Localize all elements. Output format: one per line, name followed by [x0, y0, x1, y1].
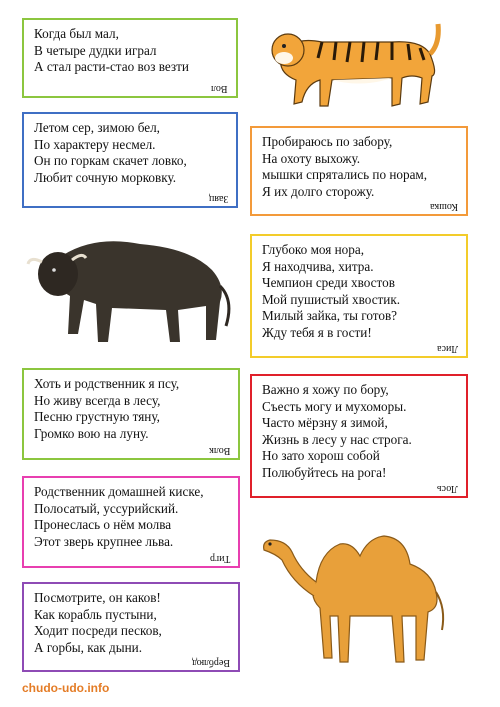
riddle-line: Родственник домашней киске, — [34, 484, 204, 499]
riddle-line: А стал расти-стао воз везти — [34, 59, 189, 74]
riddle-line: Я их долго сторожу. — [262, 183, 375, 199]
riddle-card-elk — [250, 374, 468, 498]
riddle-card-cat — [250, 126, 468, 216]
riddle-line: Но живу всегда в лесу, — [34, 392, 161, 408]
riddle-line: Хоть и родственник я псу, — [34, 376, 180, 391]
riddle-line: Часто мёрзну я зимой, — [262, 415, 388, 430]
riddle-line: Важно я хожу по бору, — [262, 382, 389, 397]
riddle-line: В четыре дудки играл — [34, 42, 157, 58]
riddle-line: Полосатый, уссурийский. — [34, 500, 179, 516]
riddle-answer: Заяц — [208, 193, 228, 204]
riddle-card-tiger — [22, 476, 240, 568]
riddle-answer: Вол — [211, 83, 228, 94]
riddle-line: Жизнь в лесу у нас строга. — [262, 431, 412, 447]
riddle-line: Посмотрите, он каков! — [34, 590, 161, 605]
riddle-line: Он по горкам скачет ловко, — [34, 153, 187, 168]
riddle-line: Этот зверь крупнее льва. — [34, 533, 174, 549]
riddle-line: Когда был мал, — [34, 26, 119, 41]
riddle-line: Песню грустную тяну, — [34, 409, 160, 424]
riddle-line: Пронеслась о нём молва — [34, 517, 172, 532]
riddle-line: Но зато хорош собой — [262, 448, 380, 463]
riddle-card-ox — [22, 18, 238, 98]
riddle-answer: Лиса — [436, 343, 458, 354]
riddle-line: Мой пушистый хвостик. — [262, 291, 401, 307]
camel-illustration — [256, 512, 456, 670]
riddle-line: Съесть могу и мухоморы. — [262, 398, 407, 414]
bison-illustration — [20, 230, 232, 350]
riddle-line: По характеру несмел. — [34, 136, 156, 152]
riddle-answer: Лось — [437, 483, 458, 494]
tiger-illustration — [262, 14, 442, 114]
site-watermark: chudo-udo.info — [22, 681, 110, 695]
riddle-line: Как корабль пустыни, — [34, 606, 157, 622]
riddle-line: Любит сочную морковку. — [34, 169, 177, 185]
riddle-line: Ходит посреди песков, — [34, 623, 162, 638]
riddle-card-hare — [22, 112, 238, 208]
riddle-line: Громко вою на луну. — [34, 425, 149, 441]
riddle-line: На охоту выхожу. — [262, 150, 361, 166]
riddle-line: Пробираюсь по забору, — [262, 134, 393, 149]
riddle-line: мышки спрятались по норам, — [262, 167, 428, 182]
riddle-answer: Кошка — [429, 201, 458, 212]
riddle-line: Чемпион среди хвостов — [262, 275, 395, 290]
riddle-card-camel — [22, 582, 240, 672]
riddle-line: Милый зайка, ты готов? — [262, 308, 398, 323]
riddle-answer: Тигр — [209, 553, 230, 564]
riddle-line: Жду тебя я в гости! — [262, 324, 372, 340]
riddle-line: Полюбуйтесь на рога! — [262, 464, 387, 480]
riddle-answer: Верблюд — [192, 657, 230, 668]
riddle-line: Глубоко моя нора, — [262, 242, 365, 257]
riddle-line: Летом сер, зимою бел, — [34, 120, 160, 135]
riddle-line: Я находчива, хитра. — [262, 258, 374, 274]
riddle-card-wolf — [22, 368, 240, 460]
riddle-answer: Волк — [208, 445, 230, 456]
riddle-card-fox — [250, 234, 468, 358]
riddle-line: А горбы, как дыни. — [34, 639, 142, 655]
